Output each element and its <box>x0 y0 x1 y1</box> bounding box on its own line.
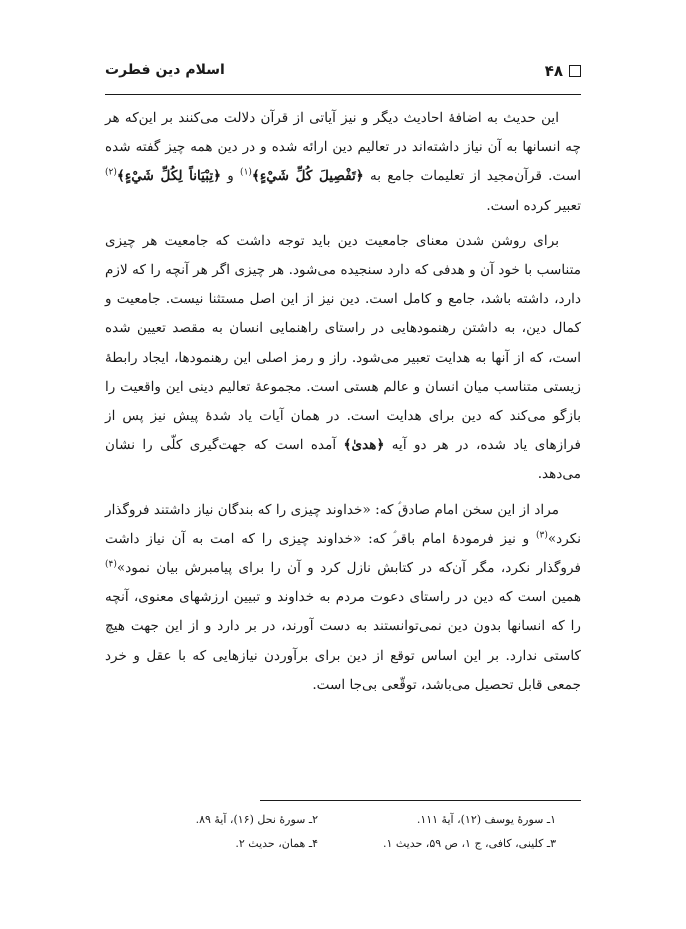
footnote-3: ۳ـ کلینی، کافی، ج ۱، ص ۵۹، حدیث ۱. <box>382 837 556 850</box>
footnotes <box>105 808 581 856</box>
footnote-row <box>105 808 581 832</box>
page-number-block <box>545 62 581 80</box>
quran-quote: ﴿تَفْصِيلَ كُلِّ شَيْءٍ﴾ <box>251 168 364 185</box>
footnote-ref[interactable]: (۴) <box>105 559 117 570</box>
text-run: همین است که دین در راستای دعوت مردم به خداوند و تبیین ارزشهای معنوی، آنچه را که انسانها بدون دین نمی‌توانستند به دست آورند، در بر دارد و از این جهت هیچ کاستی ندارد. بر این اساس توقع از دین برای برآوردن نیازهایی که با عقل و خرد جمعی قابل تحصیل می‌باشد، توقّعی بی‌جا است. <box>105 589 581 693</box>
page-number: ۴۸ <box>544 62 563 80</box>
page-header <box>105 62 581 88</box>
footnote-ref[interactable]: (۱) <box>240 167 252 178</box>
body-text <box>105 104 581 700</box>
paragraph-3 <box>105 496 581 700</box>
running-title: اسلام دین فطرت <box>105 62 225 78</box>
header-rule <box>105 94 581 95</box>
text-run: تعبیر کرده است. <box>486 197 581 214</box>
square-bullet-icon <box>569 65 581 77</box>
text-run: این حدیث به اضافهٔ احادیث دیگر و نیز آیاتی از قرآن دلالت می‌کنند بر این‌که هر چه انسانها به آن نیاز داشته‌اند در تعالیم دین ارائه شده و در دین همه چیز گفته شده است. قرآن‌مجید از تعلیمات جامع به <box>105 110 581 185</box>
footnote-ref[interactable]: (۳) <box>535 530 548 541</box>
text-run: و <box>221 168 241 185</box>
paragraph-2 <box>105 227 581 490</box>
paragraph-1 <box>105 104 581 221</box>
footnote-2: ۲ـ سورهٔ نحل (۱۶)، آیهٔ ۸۹. <box>195 813 318 826</box>
footnote-row <box>105 832 581 856</box>
text-run: آمده است که جهت‌گیری کلّی را نشان می‌دهد. <box>105 437 581 483</box>
quran-quote: ﴿تِبْيَاناً لِكُلِّ شَيْءٍ﴾ <box>116 168 222 185</box>
text-run: برای روشن شدن معنای جامعیت دین باید توجه داشت که جامعیت هر چیزی متناسب با خود آن و هدفی که دارد سنجیده می‌شود. هر چیزی اگر هر آنچه را که لازم دارد، داشته باشد، جامع و کامل است. دین نیز از این اصل مستثنا نیست. جامعیت و کمال دین، به داشتن رهنمودهایی در راستای راهنمایی انسان به مقصد تعیین شده است، که از آنها به هدایت تعبیر می‌شود. راز و رمز اصلی این رهنمودها، ایجاد رابطهٔ زیستی متناسب میان انسان و عالم هستی است. مجموعهٔ تعالیم دینی این واقعیت را بازگو می‌کند که دین برای هدایت است. در همان آیات یاد شدهٔ پیش نیز پس از فرازهای یاد شده، در هر دو آیه <box>105 232 581 454</box>
footnote-ref[interactable]: (۲) <box>105 167 117 178</box>
text-run: و نیز فرمودهٔ امام باقر‌ؑ که: «خداوند چیزی را که امت به آن نیاز داشت فروگذار نکرد، مگر آن‌که در کتابش نازل کرد و آن را برای پیامبرش بیان نمود» <box>105 530 581 577</box>
footnote-4: ۴ـ همان، حدیث ۲. <box>235 837 318 850</box>
text-run: مراد از این سخن امام صادق‌ؑ که: «خداوند چیزی را که بندگان نیاز داشتند فروگذار نکرد» <box>105 501 581 547</box>
footnote-1: ۱ـ سورهٔ یوسف (۱۲)، آیهٔ ۱۱۱. <box>416 813 556 826</box>
footnote-separator <box>260 800 581 801</box>
quran-quote: ﴿هدیٰ﴾ <box>343 437 385 454</box>
